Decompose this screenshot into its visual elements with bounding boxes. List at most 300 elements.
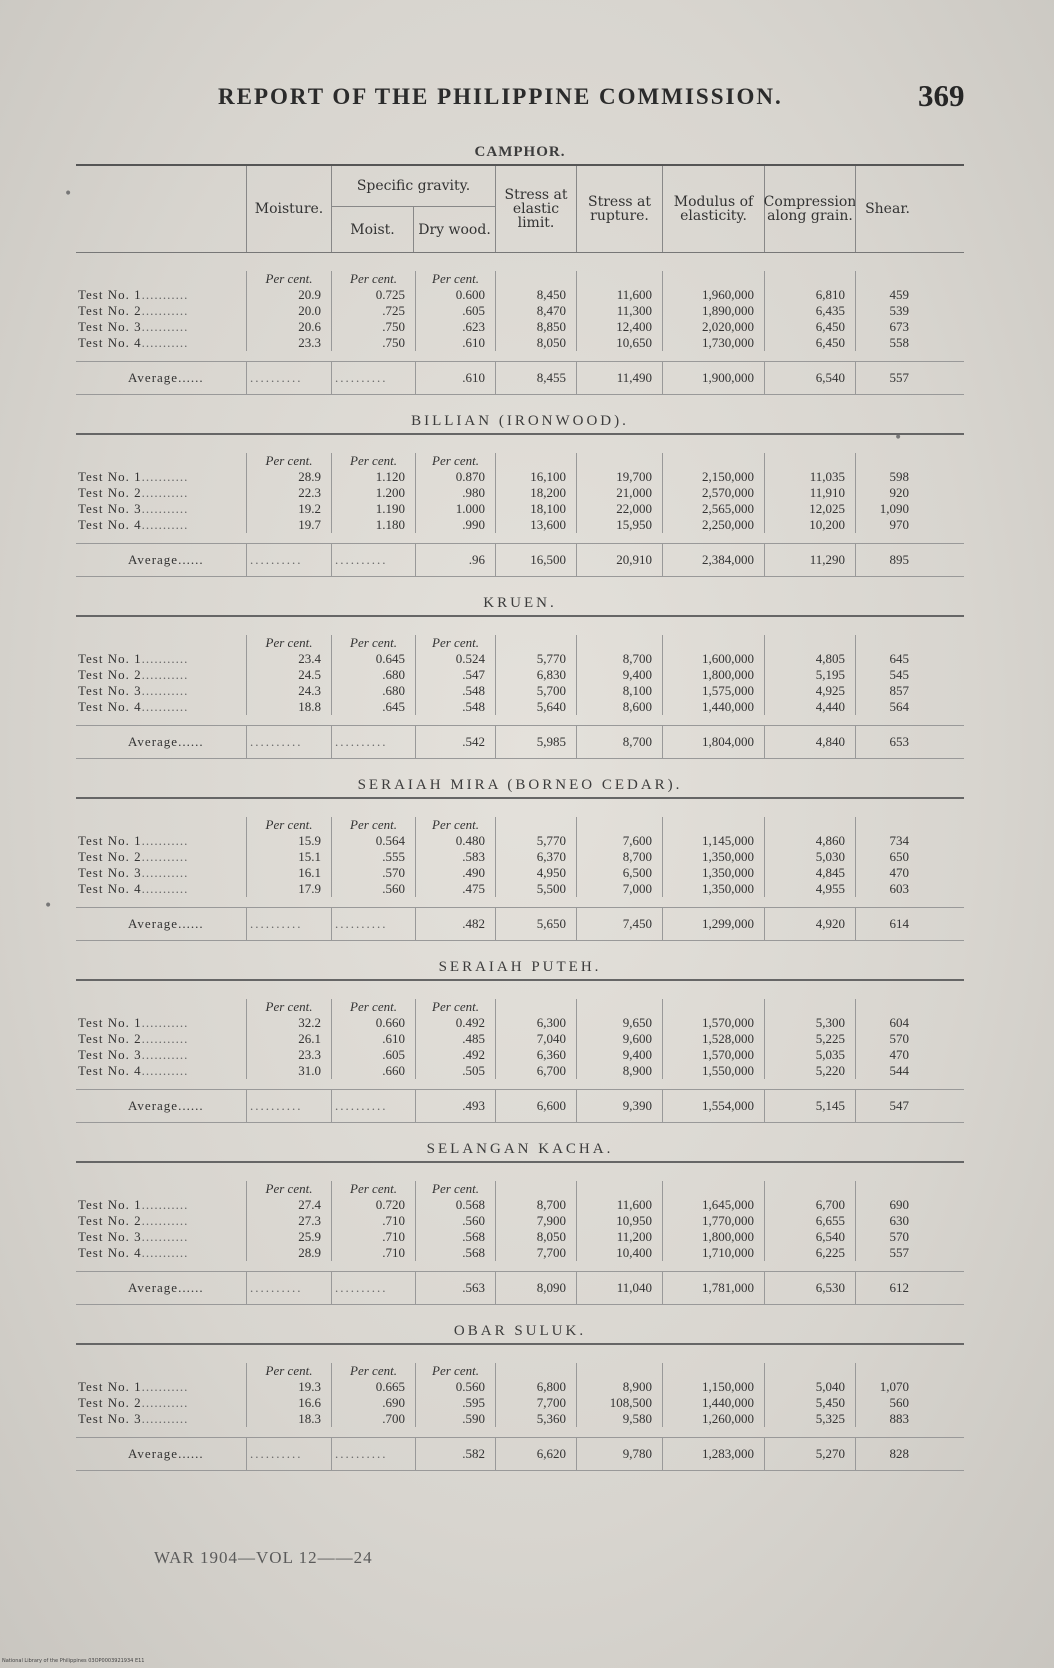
column-dry [415, 1363, 495, 1427]
row-label: Test No. 2........... [78, 303, 189, 318]
header-sg-subcols [332, 207, 495, 252]
cell-moisture: 27.4 [298, 1197, 321, 1212]
cell-shear: 470 [889, 1047, 909, 1062]
cell-shear: 544 [889, 1063, 909, 1078]
column-moist [331, 817, 415, 897]
unit-spacer [76, 453, 246, 469]
cell-dry: 0.480 [455, 833, 485, 848]
row-label: Test No. 4........... [78, 335, 189, 350]
cell-modulus: 2,150,000 [702, 469, 754, 484]
cell-moisture: 17.9 [298, 881, 321, 896]
cell-shear: 564 [889, 699, 909, 714]
cell-rupture: 9,400 [622, 667, 652, 682]
cell-dry: 0.568 [455, 1197, 485, 1212]
column-modulus [662, 1363, 764, 1427]
column-elastic [495, 817, 576, 897]
average-shear: 557 [855, 362, 919, 394]
leader-dots: .......... [246, 1438, 331, 1470]
cell-compression: 5,450 [815, 1395, 845, 1410]
unit-label: Per cent. [432, 817, 479, 832]
average-dry: .482 [415, 908, 495, 940]
row-label: Test No. 2........... [78, 1213, 189, 1228]
data-rows [76, 981, 964, 1079]
column-rupture [576, 271, 662, 351]
unit-label [765, 1181, 855, 1197]
unit-label: Per cent. [350, 1181, 397, 1196]
column-moist [331, 1363, 415, 1427]
leader-dots: .......... [331, 1090, 415, 1122]
column-compression [764, 817, 855, 897]
cell-moist: .710 [382, 1245, 405, 1260]
library-stamp: National Library of the Philippines 03OP0003921934 E11 [2, 1658, 145, 1664]
unit-label [856, 1363, 919, 1379]
cell-moist: 0.660 [375, 1015, 405, 1030]
column-modulus [662, 453, 764, 533]
cell-modulus: 1,440,000 [702, 1395, 754, 1410]
leader-dots: .......... [246, 1272, 331, 1304]
cell-dry: .605 [462, 303, 485, 318]
cell-dry: .560 [462, 1213, 485, 1228]
unit-label: Per cent. [265, 635, 313, 650]
cell-moist: .750 [382, 319, 405, 334]
cell-dry: 0.524 [455, 651, 485, 666]
cell-rupture: 11,300 [616, 303, 652, 318]
column-elastic [495, 1363, 576, 1427]
column-compression [764, 271, 855, 351]
label-column [76, 453, 246, 533]
unit-label [663, 817, 764, 833]
average-compression: 5,270 [764, 1438, 855, 1470]
column-dry [415, 271, 495, 351]
cell-modulus: 2,250,000 [702, 517, 754, 532]
column-elastic [495, 999, 576, 1079]
row-label: Test No. 2........... [78, 667, 189, 682]
cell-rupture: 8,100 [622, 683, 652, 698]
cell-moisture: 24.5 [298, 667, 321, 682]
cell-rupture: 12,400 [616, 319, 652, 334]
cell-moisture: 18.3 [298, 1411, 321, 1426]
cell-elastic: 7,700 [536, 1395, 566, 1410]
cell-compression: 11,910 [809, 485, 845, 500]
column-modulus [662, 1181, 764, 1261]
leader-dots: .......... [331, 1272, 415, 1304]
column-shear [855, 1181, 919, 1261]
cell-moist: .725 [382, 303, 405, 318]
cell-modulus: 1,150,000 [702, 1379, 754, 1394]
cell-dry: .548 [462, 699, 485, 714]
cell-shear: 557 [889, 1245, 909, 1260]
cell-dry: .990 [462, 517, 485, 532]
cell-dry: .485 [462, 1031, 485, 1046]
cell-shear: 920 [889, 485, 909, 500]
leader-dots: .......... [246, 726, 331, 758]
cell-elastic: 18,100 [530, 501, 566, 516]
cell-compression: 5,195 [815, 667, 845, 682]
unit-label [663, 1363, 764, 1379]
cell-moisture: 19.2 [298, 501, 321, 516]
stray-mark: • [64, 186, 73, 202]
average-label [76, 1090, 246, 1122]
unit-label: Per cent. [350, 271, 397, 286]
unit-label: Per cent. [350, 453, 397, 468]
unit-label: Per cent. [350, 1363, 397, 1378]
average-row [76, 1437, 964, 1471]
row-label: Test No. 3........... [78, 1047, 189, 1062]
unit-label [577, 817, 662, 833]
leader-dots: ...... [178, 370, 204, 385]
unit-label [577, 635, 662, 651]
row-label: Test No. 4........... [78, 881, 189, 896]
cell-moist: .605 [382, 1047, 405, 1062]
cell-shear: 470 [889, 865, 909, 880]
unit-spacer [76, 999, 246, 1015]
header-dry-wood: Dry wood. [413, 207, 495, 252]
leader-dots: ........... [141, 517, 189, 532]
cell-modulus: 1,800,000 [702, 1229, 754, 1244]
leader-dots: .......... [246, 908, 331, 940]
average-row [76, 543, 964, 577]
data-rows [76, 435, 964, 533]
unit-label: Per cent. [265, 271, 313, 286]
cell-modulus: 1,730,000 [702, 335, 754, 350]
unit-label [496, 1181, 576, 1197]
section-gap [76, 395, 964, 409]
cell-elastic: 6,830 [536, 667, 566, 682]
leader-dots: .......... [331, 726, 415, 758]
leader-dots: ........... [141, 881, 189, 896]
cell-shear: 690 [889, 1197, 909, 1212]
column-elastic [495, 1181, 576, 1261]
cell-elastic: 5,500 [536, 881, 566, 896]
cell-shear: 604 [889, 1015, 909, 1030]
leader-dots: ........... [141, 1245, 189, 1260]
report-title: REPORT OF THE PHILIPPINE COMMISSION. [218, 84, 783, 109]
column-dry [415, 999, 495, 1079]
column-compression [764, 635, 855, 715]
average-label-text: Average [128, 1446, 179, 1461]
column-shear [855, 817, 919, 897]
cell-compression: 6,700 [815, 1197, 845, 1212]
cell-modulus: 1,550,000 [702, 1063, 754, 1078]
section-title: SERAIAH PUTEH. [438, 959, 602, 975]
average-modulus: 1,554,000 [662, 1090, 764, 1122]
average-label-text: Average [128, 370, 179, 385]
unit-label: Per cent. [432, 271, 479, 286]
average-dry: .493 [415, 1090, 495, 1122]
cell-compression: 5,030 [815, 849, 845, 864]
cell-shear: 459 [889, 287, 909, 302]
row-label: Test No. 3........... [78, 865, 189, 880]
average-rupture: 11,040 [576, 1272, 662, 1304]
cell-rupture: 9,600 [622, 1031, 652, 1046]
cell-rupture: 10,650 [616, 335, 652, 350]
unit-label: Per cent. [265, 453, 313, 468]
cell-rupture: 8,900 [622, 1379, 652, 1394]
cell-moisture: 16.1 [298, 865, 321, 880]
column-dry [415, 635, 495, 715]
cell-elastic: 8,050 [536, 1229, 566, 1244]
column-modulus [662, 635, 764, 715]
cell-shear: 545 [889, 667, 909, 682]
cell-shear: 598 [889, 469, 909, 484]
unit-label [577, 1363, 662, 1379]
cell-elastic: 8,850 [536, 319, 566, 334]
cell-dry: .623 [462, 319, 485, 334]
cell-dry: .475 [462, 881, 485, 896]
data-rows [76, 253, 964, 351]
average-compression: 4,920 [764, 908, 855, 940]
cell-shear: 883 [889, 1411, 909, 1426]
average-compression: 5,145 [764, 1090, 855, 1122]
average-compression: 11,290 [764, 544, 855, 576]
cell-shear: 603 [889, 881, 909, 896]
leader-dots: ...... [178, 734, 204, 749]
cell-moist: .700 [382, 1411, 405, 1426]
column-moist [331, 453, 415, 533]
unit-label: Per cent. [265, 1181, 313, 1196]
section-title: BILLIAN (IRONWOOD). [411, 413, 629, 429]
cell-moisture: 18.8 [298, 699, 321, 714]
unit-label [663, 271, 764, 287]
average-modulus: 2,384,000 [662, 544, 764, 576]
cell-moisture: 31.0 [298, 1063, 321, 1078]
cell-moisture: 27.3 [298, 1213, 321, 1228]
cell-shear: 970 [889, 517, 909, 532]
unit-label [663, 635, 764, 651]
unit-label [663, 1181, 764, 1197]
unit-label [577, 453, 662, 469]
cell-moisture: 28.9 [298, 469, 321, 484]
unit-label [765, 1363, 855, 1379]
cell-rupture: 11,600 [616, 1197, 652, 1212]
cell-modulus: 1,145,000 [702, 833, 754, 848]
cell-compression: 4,860 [815, 833, 845, 848]
average-rupture: 8,700 [576, 726, 662, 758]
cell-dry: 0.560 [455, 1379, 485, 1394]
leader-dots: ...... [178, 1280, 204, 1295]
cell-dry: .590 [462, 1411, 485, 1426]
cell-elastic: 8,700 [536, 1197, 566, 1212]
cell-compression: 5,300 [815, 1015, 845, 1030]
cell-moisture: 20.6 [298, 319, 321, 334]
cell-elastic: 4,950 [536, 865, 566, 880]
cell-shear: 1,070 [879, 1379, 909, 1394]
unit-label: Per cent. [432, 999, 479, 1014]
column-shear [855, 635, 919, 715]
cell-dry: .610 [462, 335, 485, 350]
row-label: Test No. 2........... [78, 1031, 189, 1046]
cell-moisture: 28.9 [298, 1245, 321, 1260]
cell-elastic: 5,770 [536, 651, 566, 666]
cell-modulus: 1,528,000 [702, 1031, 754, 1046]
leader-dots: ........... [141, 319, 189, 334]
column-rupture [576, 1181, 662, 1261]
cell-shear: 558 [889, 335, 909, 350]
section-title: OBAR SULUK. [453, 1323, 587, 1339]
row-label: Test No. 3........... [78, 319, 189, 334]
label-column [76, 1363, 246, 1427]
unit-label: Per cent. [432, 635, 479, 650]
unit-label [765, 999, 855, 1015]
data-rows [76, 1345, 964, 1427]
cell-shear: 645 [889, 651, 909, 666]
cell-dry: .548 [462, 683, 485, 698]
cell-rupture: 11,600 [616, 287, 652, 302]
header-modulus: Modulus of elasticity. [662, 166, 764, 252]
column-elastic [495, 453, 576, 533]
column-moist [331, 1181, 415, 1261]
header-specific-gravity [331, 166, 495, 252]
row-label: Test No. 1........... [78, 1197, 189, 1212]
cell-moisture: 16.6 [298, 1395, 321, 1410]
cell-rupture: 8,700 [622, 651, 652, 666]
section-title: KRUEN. [483, 595, 557, 611]
cell-moisture: 25.9 [298, 1229, 321, 1244]
column-moist [331, 271, 415, 351]
cell-compression: 4,440 [815, 699, 845, 714]
leader-dots: .......... [331, 1438, 415, 1470]
section-gap [76, 941, 964, 955]
cell-moist: 0.645 [375, 651, 405, 666]
cell-shear: 650 [889, 849, 909, 864]
cell-rupture: 9,650 [622, 1015, 652, 1030]
cell-moisture: 23.3 [298, 335, 321, 350]
row-label: Test No. 4........... [78, 699, 189, 714]
unit-label: Per cent. [432, 453, 479, 468]
unit-label [496, 1363, 576, 1379]
average-modulus: 1,804,000 [662, 726, 764, 758]
leader-dots: ...... [178, 1098, 204, 1113]
column-dry [415, 817, 495, 897]
cell-modulus: 1,350,000 [702, 881, 754, 896]
cell-moisture: 20.0 [298, 303, 321, 318]
leader-dots: ........... [141, 667, 189, 682]
header-shear: Shear. [855, 166, 919, 252]
cell-elastic: 6,700 [536, 1063, 566, 1078]
page-number: 369 [918, 78, 965, 113]
cell-dry: .568 [462, 1245, 485, 1260]
unit-label [496, 635, 576, 651]
cell-modulus: 1,645,000 [702, 1197, 754, 1212]
header-moisture: Moisture. [246, 166, 331, 252]
unit-label [577, 1181, 662, 1197]
row-label: Test No. 3........... [78, 501, 189, 516]
data-rows [76, 617, 964, 715]
column-modulus [662, 999, 764, 1079]
average-elastic: 6,600 [495, 1090, 576, 1122]
cell-dry: .492 [462, 1047, 485, 1062]
average-label [76, 1272, 246, 1304]
unit-label: Per cent. [265, 1363, 313, 1378]
cell-modulus: 1,600,000 [702, 651, 754, 666]
average-row [76, 361, 964, 395]
cell-rupture: 6,500 [622, 865, 652, 880]
cell-rupture: 10,950 [616, 1213, 652, 1228]
cell-compression: 4,805 [815, 651, 845, 666]
leader-dots: ........... [141, 1395, 189, 1410]
cell-dry: .547 [462, 667, 485, 682]
leader-dots: ........... [141, 849, 189, 864]
cell-moist: .570 [382, 865, 405, 880]
data-rows [76, 799, 964, 897]
data-rows [76, 1163, 964, 1261]
column-rupture [576, 453, 662, 533]
cell-compression: 10,200 [809, 517, 845, 532]
cell-dry: .595 [462, 1395, 485, 1410]
cell-moisture: 23.4 [298, 651, 321, 666]
average-elastic: 16,500 [495, 544, 576, 576]
cell-dry: 0.492 [455, 1015, 485, 1030]
leader-dots: ........... [141, 1197, 189, 1212]
column-compression [764, 453, 855, 533]
cell-elastic: 18,200 [530, 485, 566, 500]
cell-elastic: 6,370 [536, 849, 566, 864]
average-label [76, 362, 246, 394]
cell-compression: 6,450 [815, 319, 845, 334]
timber-test-table [76, 140, 964, 1471]
cell-moist: 0.725 [375, 287, 405, 302]
average-compression: 6,540 [764, 362, 855, 394]
row-label: Test No. 2........... [78, 1395, 189, 1410]
average-shear: 828 [855, 1438, 919, 1470]
cell-moist: .710 [382, 1213, 405, 1228]
unit-label [765, 453, 855, 469]
cell-rupture: 7,000 [622, 881, 652, 896]
row-label: Test No. 1........... [78, 1379, 189, 1394]
leader-dots: ........... [141, 833, 189, 848]
average-shear: 547 [855, 1090, 919, 1122]
cell-moist: .680 [382, 683, 405, 698]
cell-moisture: 20.9 [298, 287, 321, 302]
section-block [76, 433, 964, 577]
cell-elastic: 5,770 [536, 833, 566, 848]
cell-elastic: 16,100 [530, 469, 566, 484]
cell-compression: 5,325 [815, 1411, 845, 1426]
cell-elastic: 8,050 [536, 335, 566, 350]
average-label [76, 544, 246, 576]
column-modulus [662, 817, 764, 897]
cell-dry: .490 [462, 865, 485, 880]
cell-modulus: 1,575,000 [702, 683, 754, 698]
leader-dots: .......... [246, 544, 331, 576]
unit-label [765, 635, 855, 651]
unit-label [577, 999, 662, 1015]
column-moisture [246, 1181, 331, 1261]
leader-dots: ........... [141, 865, 189, 880]
unit-label [496, 817, 576, 833]
cell-elastic: 5,360 [536, 1411, 566, 1426]
average-rupture: 9,390 [576, 1090, 662, 1122]
cell-shear: 857 [889, 683, 909, 698]
leader-dots: ........... [141, 1411, 189, 1426]
section-gap [76, 1305, 964, 1319]
unit-label [663, 453, 764, 469]
footer-signature: WAR 1904—VOL 12——24 [154, 1548, 373, 1567]
row-label: Test No. 1........... [78, 287, 189, 302]
row-label: Test No. 3........... [78, 1411, 189, 1426]
column-rupture [576, 635, 662, 715]
average-elastic: 5,650 [495, 908, 576, 940]
average-label-text: Average [128, 1098, 179, 1113]
column-moisture [246, 999, 331, 1079]
average-label-text: Average [128, 916, 179, 931]
section-title: CAMPHOR. [474, 144, 566, 160]
row-label: Test No. 1........... [78, 651, 189, 666]
average-label-text: Average [128, 1280, 179, 1295]
cell-moist: .660 [382, 1063, 405, 1078]
average-rupture: 7,450 [576, 908, 662, 940]
cell-dry: 0.600 [455, 287, 485, 302]
